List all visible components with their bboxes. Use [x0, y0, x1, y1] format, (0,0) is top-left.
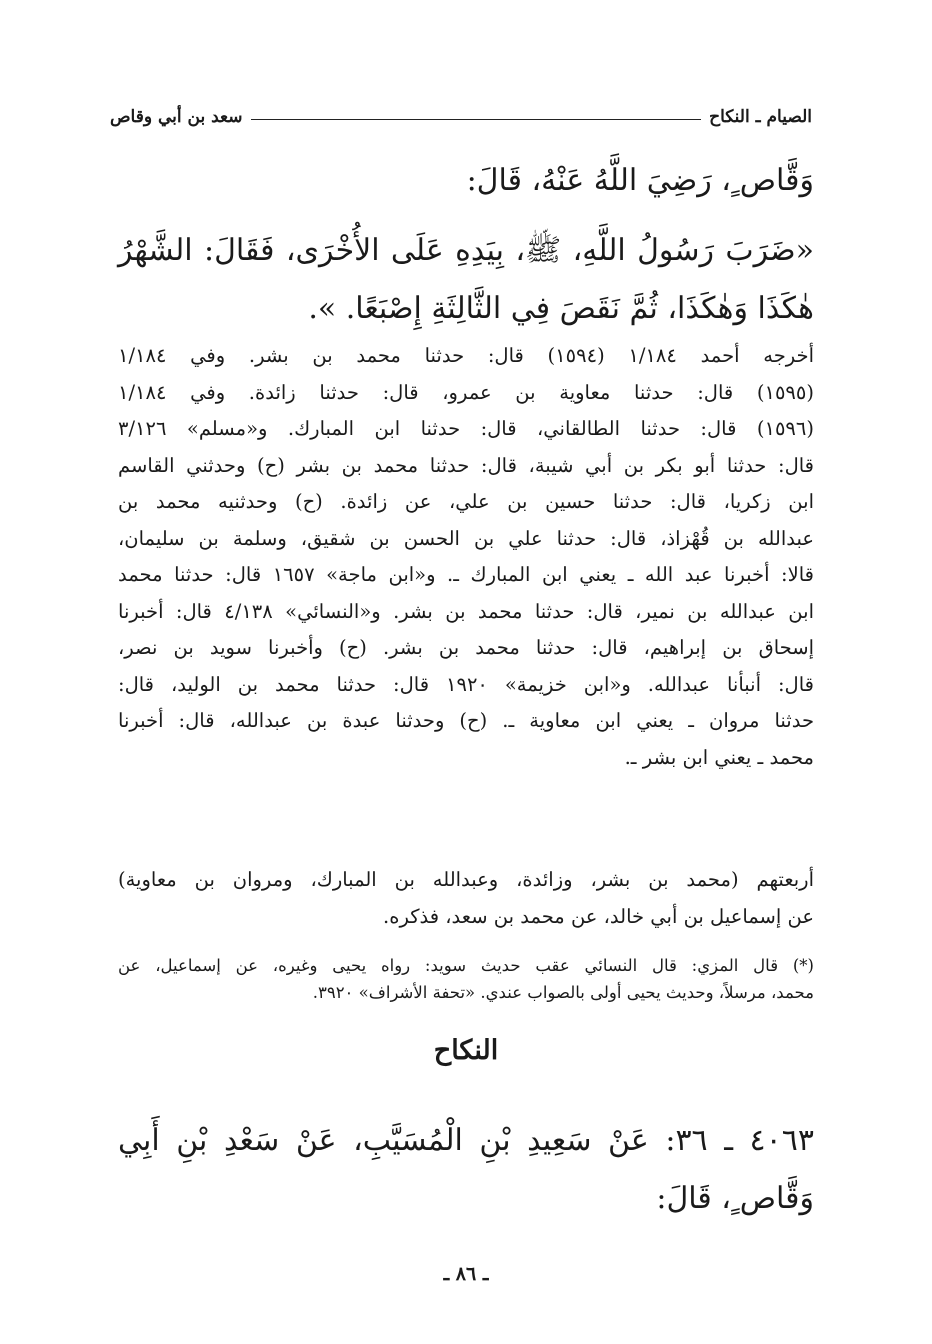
hadith-line: «ضَرَبَ رَسُولُ اللَّهِ، ﷺ، بِيَدِهِ عَلَى الأُخْرَى، فَقَالَ: الشَّهْرُ — [118, 233, 814, 268]
takhrij-line: عبدالله بن قُهْزاذ، قال: حدثنا علي بن الحسن بن شقيق، وسلمة بن سليمان، — [118, 526, 814, 550]
takhrij-line: قال: حدثنا أبو بكر بن أبي شيبة، قال: حدثنا محمد بن بشر (ح) وحدثني القاسم — [118, 453, 814, 477]
summary-line: عن إسماعيل بن أبي خالد، عن محمد بن سعد، فذكره. — [383, 904, 814, 928]
takhrij-line: قال: أنبأنا عبدالله. و«ابن خزيمة» ١٩٢٠ قال: حدثنا محمد بن الوليد، قال: — [118, 672, 814, 696]
takhrij-line: (١٥٩٥) قال: حدثنا معاوية بن عمرو، قال: حدثنا زائدة. وفي ١/١٨٤ — [118, 380, 814, 404]
hadith-line: هٰكَذَا وَهٰكَذَا، ثُمَّ نَقَصَ فِي الثَّالِثَةِ إِصْبَعًا. ». — [308, 291, 814, 326]
takhrij-line: قالا: أخبرنا عبد الله ـ يعني ابن المبارك ـ. و«ابن ماجة» ١٦٥٧ قال: حدثنا محمد — [118, 563, 814, 586]
hadith-line: وَقَّاص ٍ، قَالَ: — [656, 1181, 814, 1216]
summary-paragraph — [118, 862, 814, 935]
takhrij-line: محمد ـ يعني ابن بشر ـ. — [624, 745, 814, 769]
header-narrator-name: سعد بن أبي وقاص — [110, 107, 243, 127]
hadith-text-next — [118, 1112, 814, 1228]
hadith-text — [118, 152, 814, 338]
takhrij-line: (١٥٩٦) قال: حدثنا الطالقاني، قال: حدثنا ابن المبارك. و«مسلم» ٣/١٢٦ — [118, 417, 814, 440]
footnote — [118, 952, 814, 1006]
header-rule — [251, 119, 702, 120]
takhrij-line: حدثنا مروان ـ يعني ابن معاوية ـ. (ح) وحدثنا عبدة بن عبدالله، قال: أخبرنا — [118, 709, 814, 732]
takhrij-paragraph — [118, 338, 814, 776]
hadith-line: ٤٠٦٣ ـ ٣٦: عَنْ سَعِيدِ بْنِ الْمُسَيَّبِ، عَنْ سَعْدِ بْنِ أَبِي — [118, 1123, 814, 1158]
page-number: ـ ٨٦ ـ — [443, 1263, 489, 1285]
summary-line: أربعتهم (محمد بن بشر، وزائدة، وعبدالله بن المبارك، ومروان بن معاوية) — [118, 868, 814, 891]
section-title: النكاح — [433, 1035, 499, 1066]
footnote-line: (*) قال المزي: قال النسائي عقب حديث سويد: رواه يحيى وغيره، عن إسماعيل، عن — [118, 956, 814, 975]
footnote-line: محمد، مرسلاً، وحديث يحيى أولى بالصواب عندي. «تحفة الأشراف» ٣٩٢٠. — [312, 983, 814, 1002]
takhrij-line: ابن عبدالله بن نمير، قال: حدثنا محمد بن بشر. و«النسائي» ٤/١٣٨ قال: أخبرنا — [118, 599, 814, 623]
takhrij-line: ابن زكريا، قال: حدثنا حسين بن علي، عن زائدة. (ح) وحدثنيه محمد بن — [118, 490, 814, 513]
header-chapter-title: الصيام ـ النكاح — [709, 107, 812, 127]
takhrij-line: إسحاق بن إبراهيم، قال: حدثنا محمد بن بشر. (ح) وأخبرنا سويد بن نصر، — [118, 636, 814, 659]
takhrij-line: أخرجه أحمد ١/١٨٤ (١٥٩٤) قال: حدثنا محمد بن بشر. وفي ١/١٨٤ — [118, 344, 814, 367]
hadith-line: وَقَّاص ٍ، رَضِيَ اللَّهُ عَنْهُ، قَالَ: — [466, 163, 814, 198]
running-header — [110, 103, 812, 131]
